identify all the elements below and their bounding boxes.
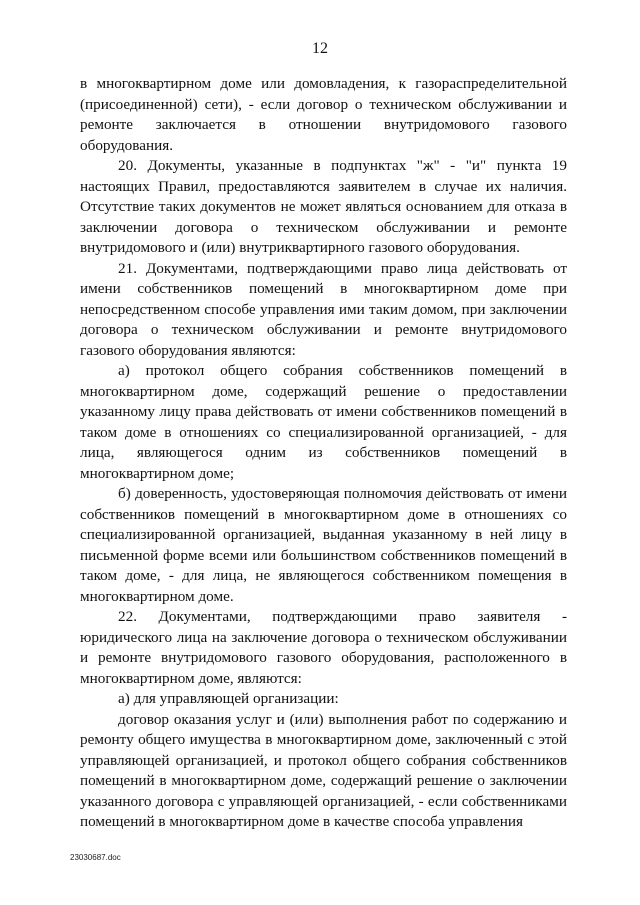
paragraph-22-a: а) для управляющей организации: [118,690,339,707]
paragraph-21-b: б) доверенность, удостоверяющая полномочия действовать от имени собственников помещений в многоквартирном доме в отношениях со специализированной организацией, выданная указанному в ней лицу в письменной форме всеми или большинством собственников помещений в таком доме, - для лица, не являющегося собственником помещения в многоквартирном доме. [80,485,567,605]
footer-file-code: 23030687.doc [70,853,121,862]
paragraph-continuation: в многоквартирном доме или домовладения, к газораспределительной (присоединенной) сети), - если договор о техническом обслуживании и ремонте заключается в отношении внутридомового газового оборудования. [80,75,567,154]
paragraph-20: 20. Документы, указанные в подпунктах "ж" - "и" пункта 19 настоящих Правил, предоставляются заявителем в случае их наличия. Отсутствие таких документов не может являться основанием для отказа в заключении договора о техническом обслуживании и ремонте внутридомового и (или) внутриквартирного газового оборудования. [80,157,567,256]
paragraph-22: 22. Документами, подтверждающими право заявителя - юридического лица на заключение договора о техническом обслуживании и ремонте внутридомового газового оборудования, расположенного в многоквартирном доме, являются: [80,608,567,687]
document-body [80,74,567,833]
page-number: 12 [312,40,328,57]
paragraph-21: 21. Документами, подтверждающими право лица действовать от имени собственников помещений в многоквартирном доме при непосредственном способе управления ими таким домом, при заключении договора о техническом обслуживании и ремонте внутридомового газового оборудования являются: [80,259,567,359]
paragraph-21-a: а) протокол общего собрания собственников помещений в многоквартирном доме, содержащий решение о предоставлении указанному лицу права действовать от имени собственников помещений в таком доме в отношениях со специализированной организацией, - для лица, являющегося одним из собственников помещений в многоквартирном доме; [80,362,567,482]
paragraph-22-a-text: договор оказания услуг и (или) выполнения работ по содержанию и ремонту общего имущества в многоквартирном доме, заключенный с этой управляющей организацией, и протокол общего собрания собственников помещений в многоквартирном доме, содержащий решение о заключении указанного договора с управляющей организацией, - если собственниками помещений в многоквартирном доме в качестве способа управления [80,710,567,830]
